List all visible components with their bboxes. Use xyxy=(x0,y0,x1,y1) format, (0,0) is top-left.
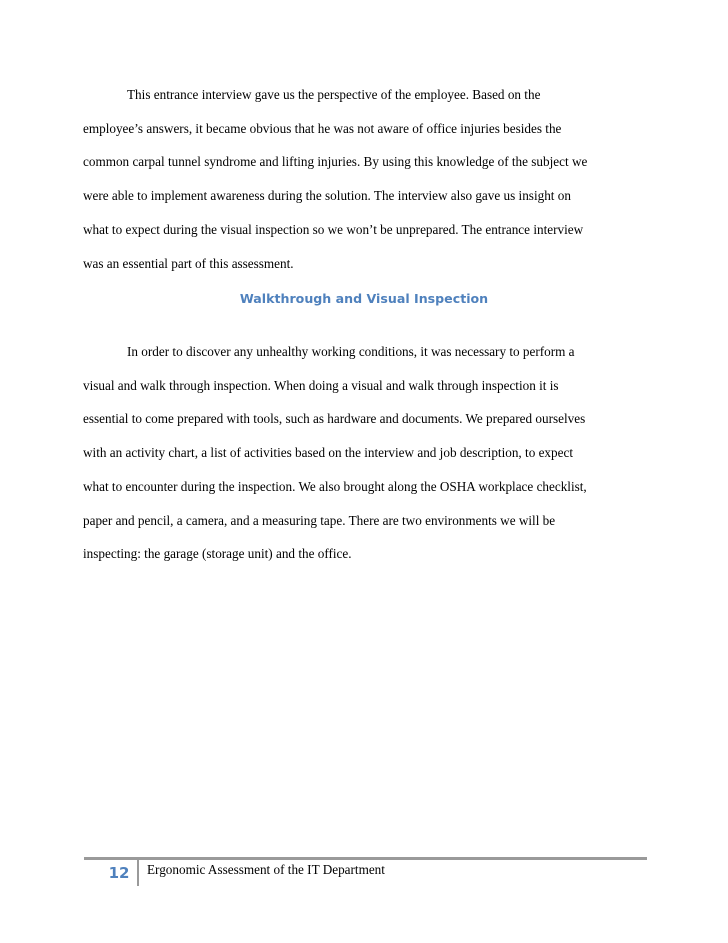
paragraph-text: This entrance interview gave us the perspective of the employee. Based on the employee’s answers, it became obvious that he was not aware of office injuries besides the common carpal tunnel syndrome and lifting injuries. By using this knowledge of the subject we were able to implement awareness during the solution. The interview also gave us insight on what to expect during the visual inspection so we won’t be unprepared. The entrance interview was an essential part of this assessment. xyxy=(83,87,588,271)
body-paragraph-1 xyxy=(83,78,643,280)
footer-title: Ergonomic Assessment of the IT Department xyxy=(147,862,385,877)
footer-page-number: 12 xyxy=(108,864,130,882)
body-paragraph-2 xyxy=(83,335,643,571)
section-heading: Walkthrough and Visual Inspection xyxy=(239,291,489,306)
footer-divider xyxy=(137,860,139,886)
paragraph-text: In order to discover any unhealthy working conditions, it was necessary to perform a visual and walk through inspection. When doing a visual and walk through inspection it is essential to come prepared with tools, such as hardware and documents. We prepared ourselves with an activity chart, a list of activities based on the interview and job description, to expect what to encounter during the inspection. We also brought along the OSHA workplace checklist, paper and pencil, a camera, and a measuring tape. There are two environments we will be inspecting: the garage (storage unit) and the office. xyxy=(83,344,587,562)
